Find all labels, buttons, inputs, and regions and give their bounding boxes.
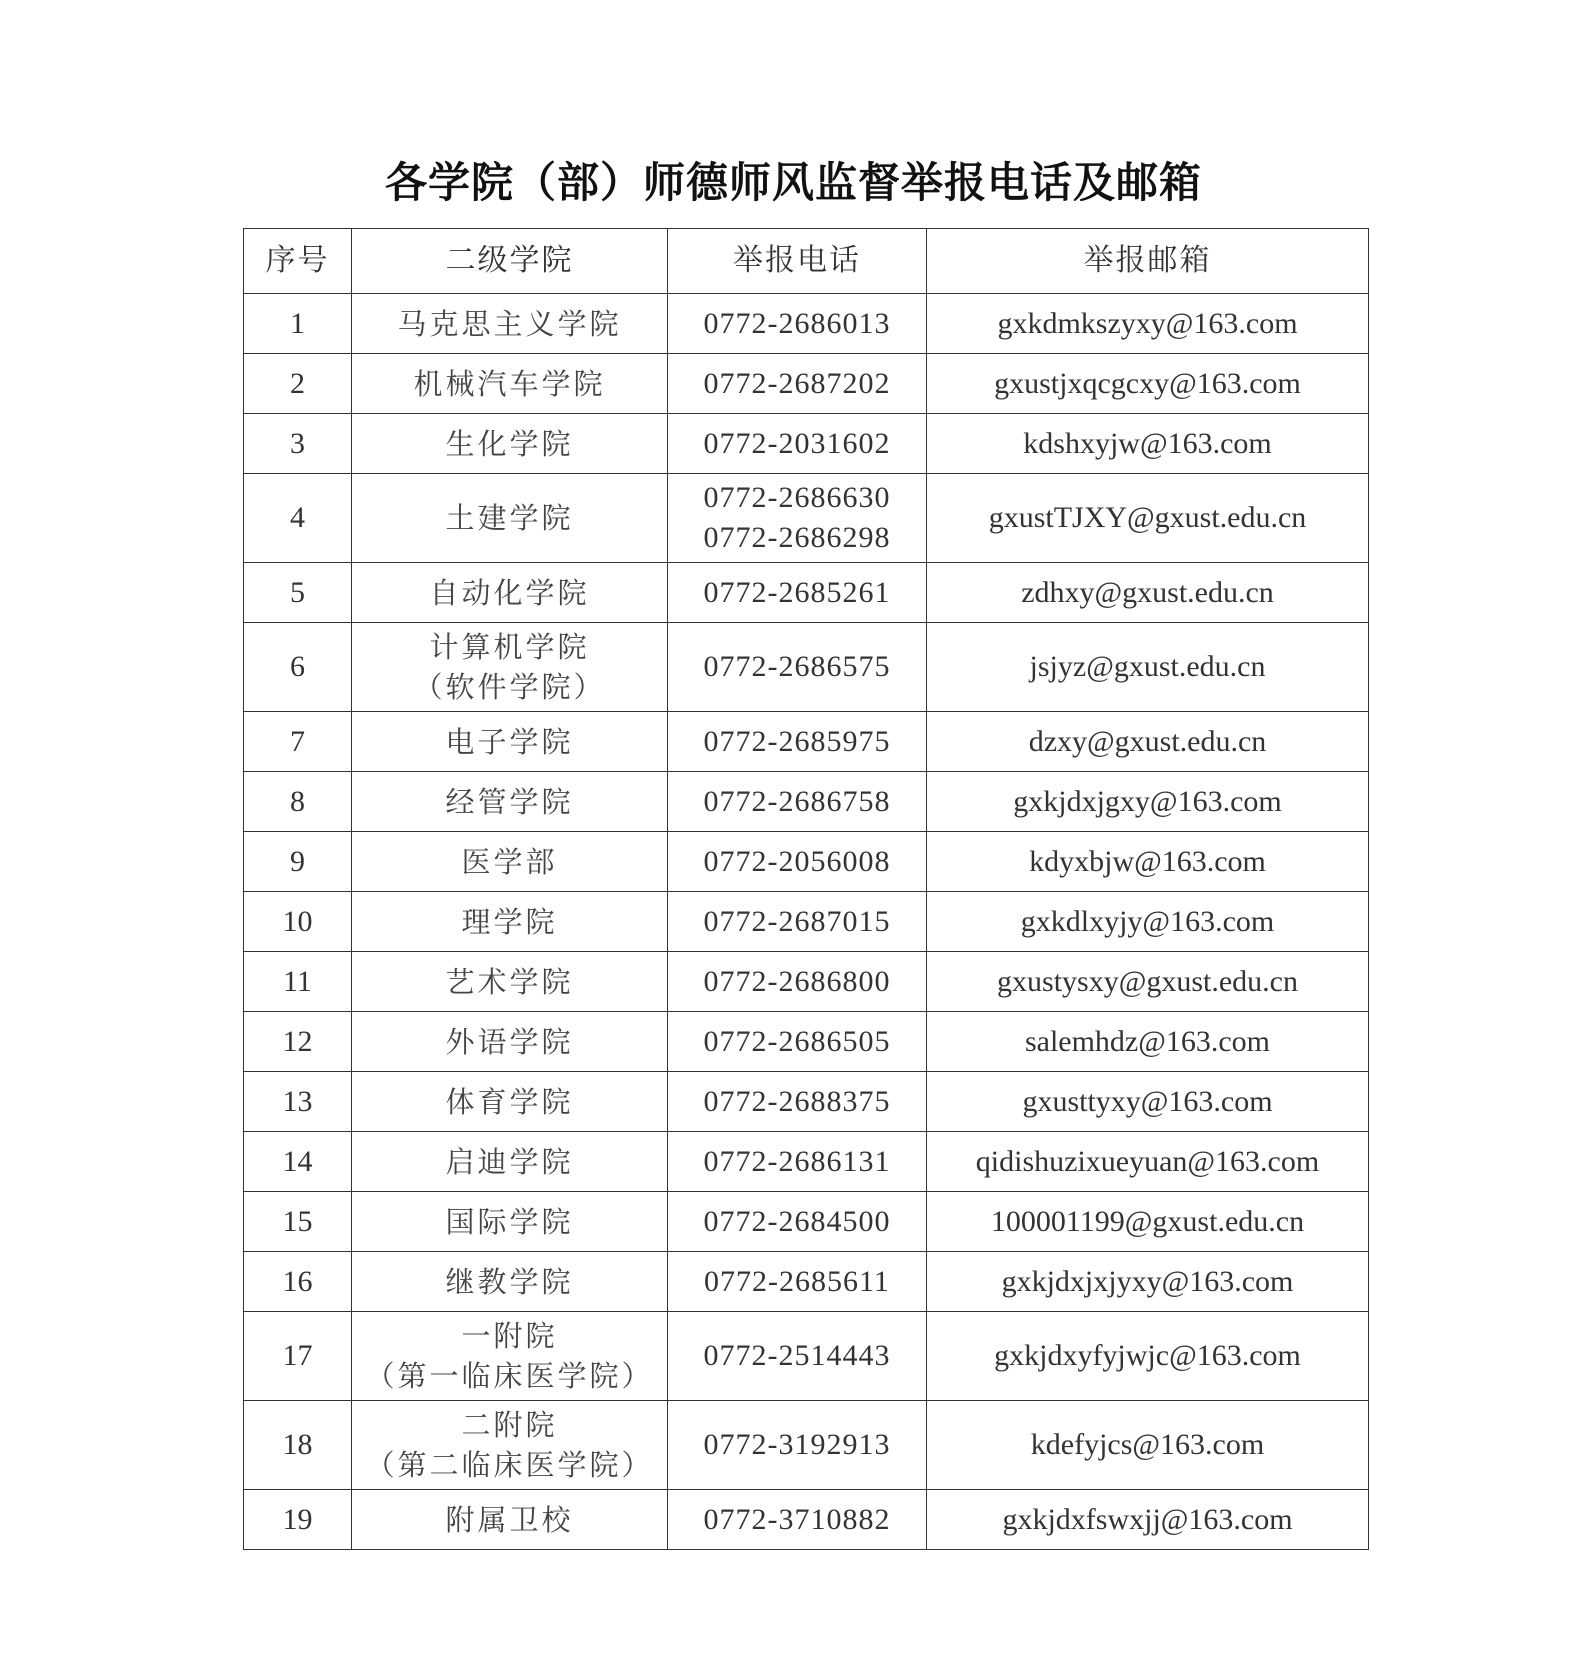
college-name <box>352 414 668 474</box>
college-name <box>352 563 668 623</box>
report-email: 100001199@gxust.edu.cn <box>927 1192 1369 1252</box>
row-number: 12 <box>244 1012 352 1072</box>
report-email: gxustysxy@gxust.edu.cn <box>927 952 1369 1012</box>
row-number: 14 <box>244 1132 352 1192</box>
college-name-line: 启迪学院 <box>445 1144 574 1179</box>
report-email: gxustTJXY@gxust.edu.cn <box>927 474 1369 563</box>
table-body <box>244 294 1369 1550</box>
phone-number: 0772-3192913 <box>703 1428 891 1461</box>
report-phone <box>668 772 927 832</box>
report-email: gxkjdxfswxjj@163.com <box>927 1490 1369 1550</box>
row-number: 13 <box>244 1072 352 1132</box>
phone-number: 0772-2686013 <box>703 306 891 340</box>
report-phone <box>668 623 927 712</box>
row-number: 2 <box>244 354 352 414</box>
report-email: kdshxyjw@163.com <box>927 414 1369 474</box>
row-number: 16 <box>244 1252 352 1312</box>
report-phone <box>668 1192 927 1252</box>
table-row <box>244 1252 1369 1312</box>
table-row <box>244 1192 1369 1252</box>
college-name-line: 体育学院 <box>445 1084 574 1119</box>
table-row <box>244 892 1369 952</box>
report-phone <box>668 1490 927 1550</box>
row-number: 4 <box>244 474 352 563</box>
header-phone: 举报电话 <box>668 229 927 294</box>
report-email: zdhxy@gxust.edu.cn <box>927 563 1369 623</box>
row-number: 3 <box>244 414 352 474</box>
phone-number: 0772-2686800 <box>703 964 891 998</box>
table-row <box>244 354 1369 414</box>
report-email: gxkjdxjxjyxy@163.com <box>927 1252 1369 1312</box>
table-row <box>244 623 1369 712</box>
college-name <box>352 1490 668 1550</box>
table-row <box>244 1490 1369 1550</box>
college-name-line: （软件学院） <box>413 670 606 704</box>
report-phone <box>668 712 927 772</box>
row-number: 5 <box>244 563 352 623</box>
college-name-line: 二附院 <box>461 1408 558 1442</box>
row-number: 15 <box>244 1192 352 1252</box>
college-name <box>352 1012 668 1072</box>
phone-number: 0772-2685261 <box>703 575 891 609</box>
college-name-line: 附属卫校 <box>445 1502 574 1537</box>
report-email: kdefyjcs@163.com <box>927 1401 1369 1490</box>
table-row <box>244 414 1369 474</box>
row-number: 11 <box>244 952 352 1012</box>
phone-number: 0772-2686505 <box>703 1024 891 1058</box>
phone-number: 0772-3710882 <box>703 1502 891 1536</box>
college-name <box>352 712 668 772</box>
report-phone <box>668 474 927 563</box>
report-phone <box>668 892 927 952</box>
row-number: 10 <box>244 892 352 952</box>
phone-number: 0772-2514443 <box>703 1339 891 1372</box>
college-name <box>352 1192 668 1252</box>
college-name-line: 国际学院 <box>445 1204 574 1239</box>
header-college: 二级学院 <box>352 229 668 294</box>
college-name-line: 继教学院 <box>445 1264 574 1299</box>
report-email: dzxy@gxust.edu.cn <box>927 712 1369 772</box>
college-name <box>352 1252 668 1312</box>
table-row <box>244 1312 1369 1401</box>
phone-number: 0772-2686131 <box>703 1144 891 1178</box>
report-phone <box>668 294 927 354</box>
report-phone <box>668 1312 927 1401</box>
table-header-row <box>244 229 1369 294</box>
report-email: qidishuzixueyuan@163.com <box>927 1132 1369 1192</box>
table-row <box>244 832 1369 892</box>
row-number: 7 <box>244 712 352 772</box>
phone-number: 0772-2684500 <box>703 1204 891 1238</box>
college-name-line: 自动化学院 <box>429 575 590 610</box>
report-contact-table <box>243 228 1369 1550</box>
phone-number: 0772-2685975 <box>703 724 891 758</box>
report-email: gxusttyxy@163.com <box>927 1072 1369 1132</box>
college-name-line: 机械汽车学院 <box>413 366 606 401</box>
report-email: kdyxbjw@163.com <box>927 832 1369 892</box>
report-email: gxustjxqcgcxy@163.com <box>927 354 1369 414</box>
table-row <box>244 563 1369 623</box>
report-phone <box>668 1401 927 1490</box>
report-phone <box>668 1072 927 1132</box>
college-name-line: 外语学院 <box>445 1024 574 1059</box>
college-name-line: 土建学院 <box>445 501 574 535</box>
phone-number: 0772-2687202 <box>703 366 891 400</box>
college-name <box>352 1072 668 1132</box>
table-row <box>244 1012 1369 1072</box>
report-phone <box>668 1132 927 1192</box>
report-phone <box>668 1252 927 1312</box>
header-no: 序号 <box>244 229 352 294</box>
report-email: gxkdlxyjy@163.com <box>927 892 1369 952</box>
phone-number: 0772-2685611 <box>704 1264 890 1298</box>
report-email: gxkjdxjgxy@163.com <box>927 772 1369 832</box>
college-name-line: （第二临床医学院） <box>365 1448 654 1482</box>
phone-number: 0772-2687015 <box>703 904 891 938</box>
college-name-line: 生化学院 <box>445 426 574 461</box>
phone-number: 0772-2686630 <box>703 481 891 514</box>
row-number: 18 <box>244 1401 352 1490</box>
table-row <box>244 1401 1369 1490</box>
college-name <box>352 354 668 414</box>
college-name <box>352 1401 668 1490</box>
college-name-line: 经管学院 <box>445 784 574 819</box>
row-number: 9 <box>244 832 352 892</box>
row-number: 6 <box>244 623 352 712</box>
report-email: gxkdmkszyxy@163.com <box>927 294 1369 354</box>
college-name-line: 计算机学院 <box>429 630 590 664</box>
report-phone <box>668 563 927 623</box>
phone-number: 0772-2031602 <box>703 426 891 460</box>
phone-number: 0772-2686298 <box>703 521 891 554</box>
report-phone <box>668 414 927 474</box>
header-email: 举报邮箱 <box>927 229 1369 294</box>
college-name <box>352 294 668 354</box>
table-row <box>244 1072 1369 1132</box>
table-row <box>244 294 1369 354</box>
report-email: gxkjdxyfyjwjc@163.com <box>927 1312 1369 1401</box>
college-name <box>352 1132 668 1192</box>
report-phone <box>668 1012 927 1072</box>
college-name <box>352 1312 668 1401</box>
college-name-line: 马克思主义学院 <box>397 306 622 341</box>
table-row <box>244 474 1369 563</box>
college-name <box>352 892 668 952</box>
college-name-line: 电子学院 <box>445 724 574 759</box>
report-phone <box>668 952 927 1012</box>
table-row <box>244 1132 1369 1192</box>
report-phone <box>668 354 927 414</box>
phone-number: 0772-2056008 <box>703 844 891 878</box>
college-name-line: 艺术学院 <box>445 964 574 999</box>
college-name <box>352 952 668 1012</box>
college-name <box>352 772 668 832</box>
table-row <box>244 952 1369 1012</box>
college-name <box>352 623 668 712</box>
college-name-line: （第一临床医学院） <box>365 1359 654 1393</box>
table-row <box>244 772 1369 832</box>
phone-number: 0772-2686758 <box>703 784 891 818</box>
college-name-line: 医学部 <box>461 844 558 879</box>
college-name-line: 理学院 <box>461 904 558 939</box>
college-name <box>352 832 668 892</box>
phone-number: 0772-2688375 <box>703 1084 891 1118</box>
report-email: salemhdz@163.com <box>927 1012 1369 1072</box>
report-email: jsjyz@gxust.edu.cn <box>927 623 1369 712</box>
table-row <box>244 712 1369 772</box>
phone-number: 0772-2686575 <box>703 650 891 683</box>
row-number: 19 <box>244 1490 352 1550</box>
page-title: 各学院（部）师德师风监督举报电话及邮箱 <box>384 158 1202 207</box>
college-name <box>352 474 668 563</box>
row-number: 8 <box>244 772 352 832</box>
row-number: 17 <box>244 1312 352 1401</box>
report-phone <box>668 832 927 892</box>
row-number: 1 <box>244 294 352 354</box>
college-name-line: 一附院 <box>461 1319 558 1353</box>
